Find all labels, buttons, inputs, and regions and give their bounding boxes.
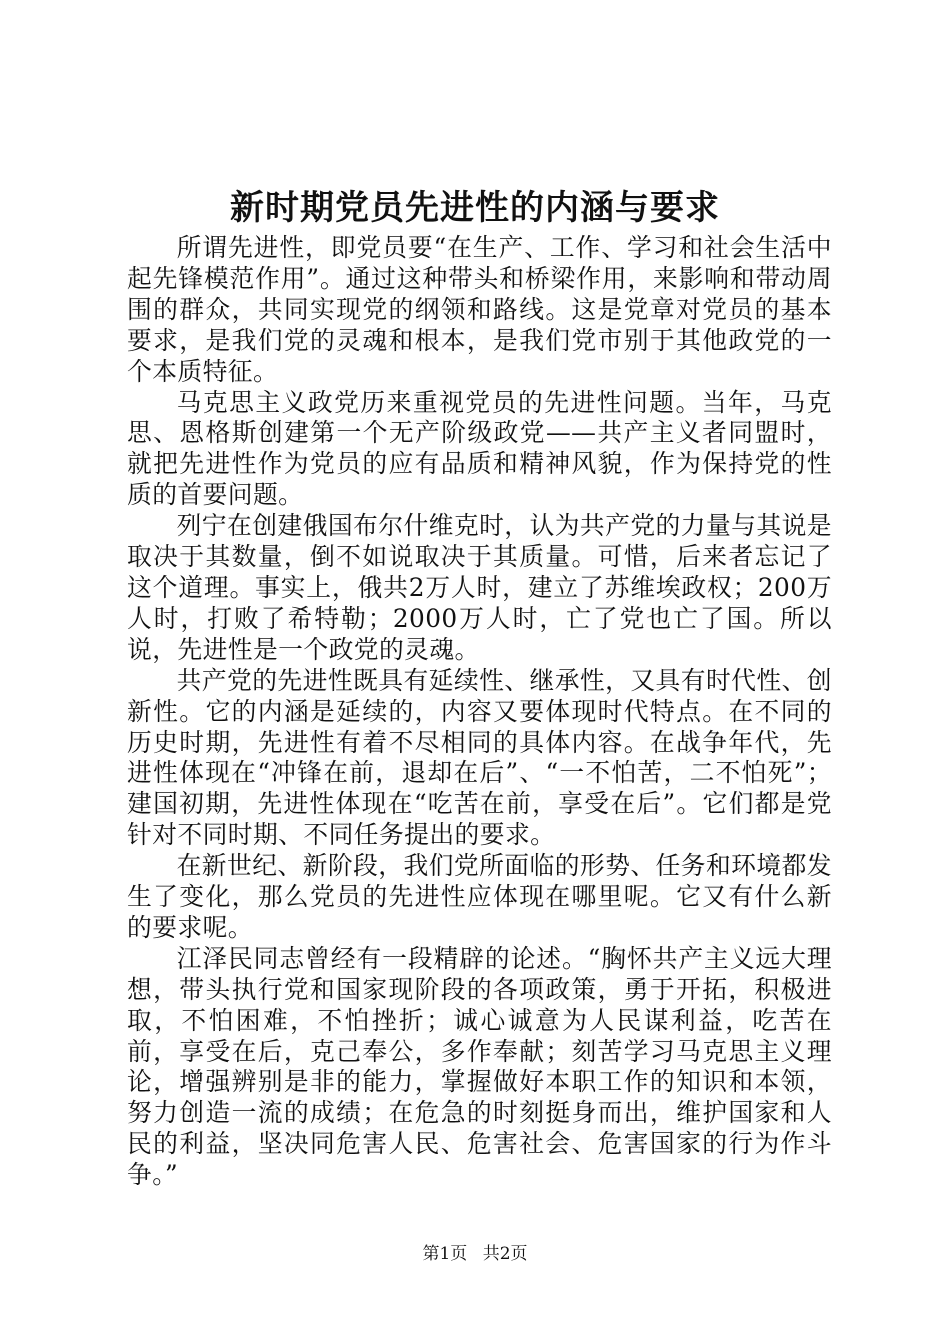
page-number: 第1页 <box>422 1244 468 1264</box>
paragraph-3: 列宁在创建俄国布尔什维克时，认为共产党的力量与其说是取决于其数量，倒不如说取决于其质量。可惜，后来者忘记了这个道理。事实上，俄共2万人时，建立了苏维埃政权；200万人时，打败了希特勒；2000万人时，亡了党也亡了国。所以说，先进性是一个政党的灵魂。 <box>127 511 832 664</box>
paragraph-4: 共产党的先进性既具有延续性、继承性，又具有时代性、创新性。它的内涵是延续的，内容又要体现时代特点。在不同的历史时期，先进性有着不尽相同的具体内容。在战争年代，先进性体现在“冲锋在前，退却在后”、“一不怕苦，二不怕死”；建国初期，先进性体现在“吃苦在前，享受在后”。它们都是党针对不同时期、不同任务提出的要求。 <box>127 665 832 850</box>
document-body <box>127 233 832 1191</box>
page-total: 共2页 <box>482 1244 528 1264</box>
paragraph-5: 在新世纪、新阶段，我们党所面临的形势、任务和环境都发生了变化，那么党员的先进性应体现在哪里呢。它又有什么新的要求呢。 <box>127 851 832 942</box>
page-footer <box>0 1242 950 1266</box>
paragraph-2: 马克思主义政党历来重视党员的先进性问题。当年，马克思、恩格斯创建第一个无产阶级政党——共产主义者同盟时，就把先进性作为党员的应有品质和精神风貌，作为保持党的性质的首要问题。 <box>127 387 832 510</box>
document-title: 新时期党员先进性的内涵与要求 <box>230 188 720 228</box>
paragraph-6: 江泽民同志曾经有一段精辟的论述。“胸怀共产主义远大理想，带头执行党和国家现阶段的各项政策，勇于开拓，积极进取，不怕困难，不怕挫折；诚心诚意为人民谋利益，吃苦在前，享受在后，克己奉公，多作奉献；刻苦学习马克思主义理论，增强辨别是非的能力，掌握做好本职工作的知识和本领，努力创造一流的成绩；在危急的时刻挺身而出，维护国家和人民的利益，坚决同危害人民、危害社会、危害国家的行为作斗争。” <box>127 943 832 1190</box>
paragraph-1: 所谓先进性，即党员要“在生产、工作、学习和社会生活中起先锋模范作用”。通过这种带头和桥梁作用，来影响和带动周围的群众，共同实现党的纲领和路线。这是党章对党员的基本要求，是我们党的灵魂和根本，是我们党市别于其他政党的一个本质特征。 <box>127 233 832 386</box>
